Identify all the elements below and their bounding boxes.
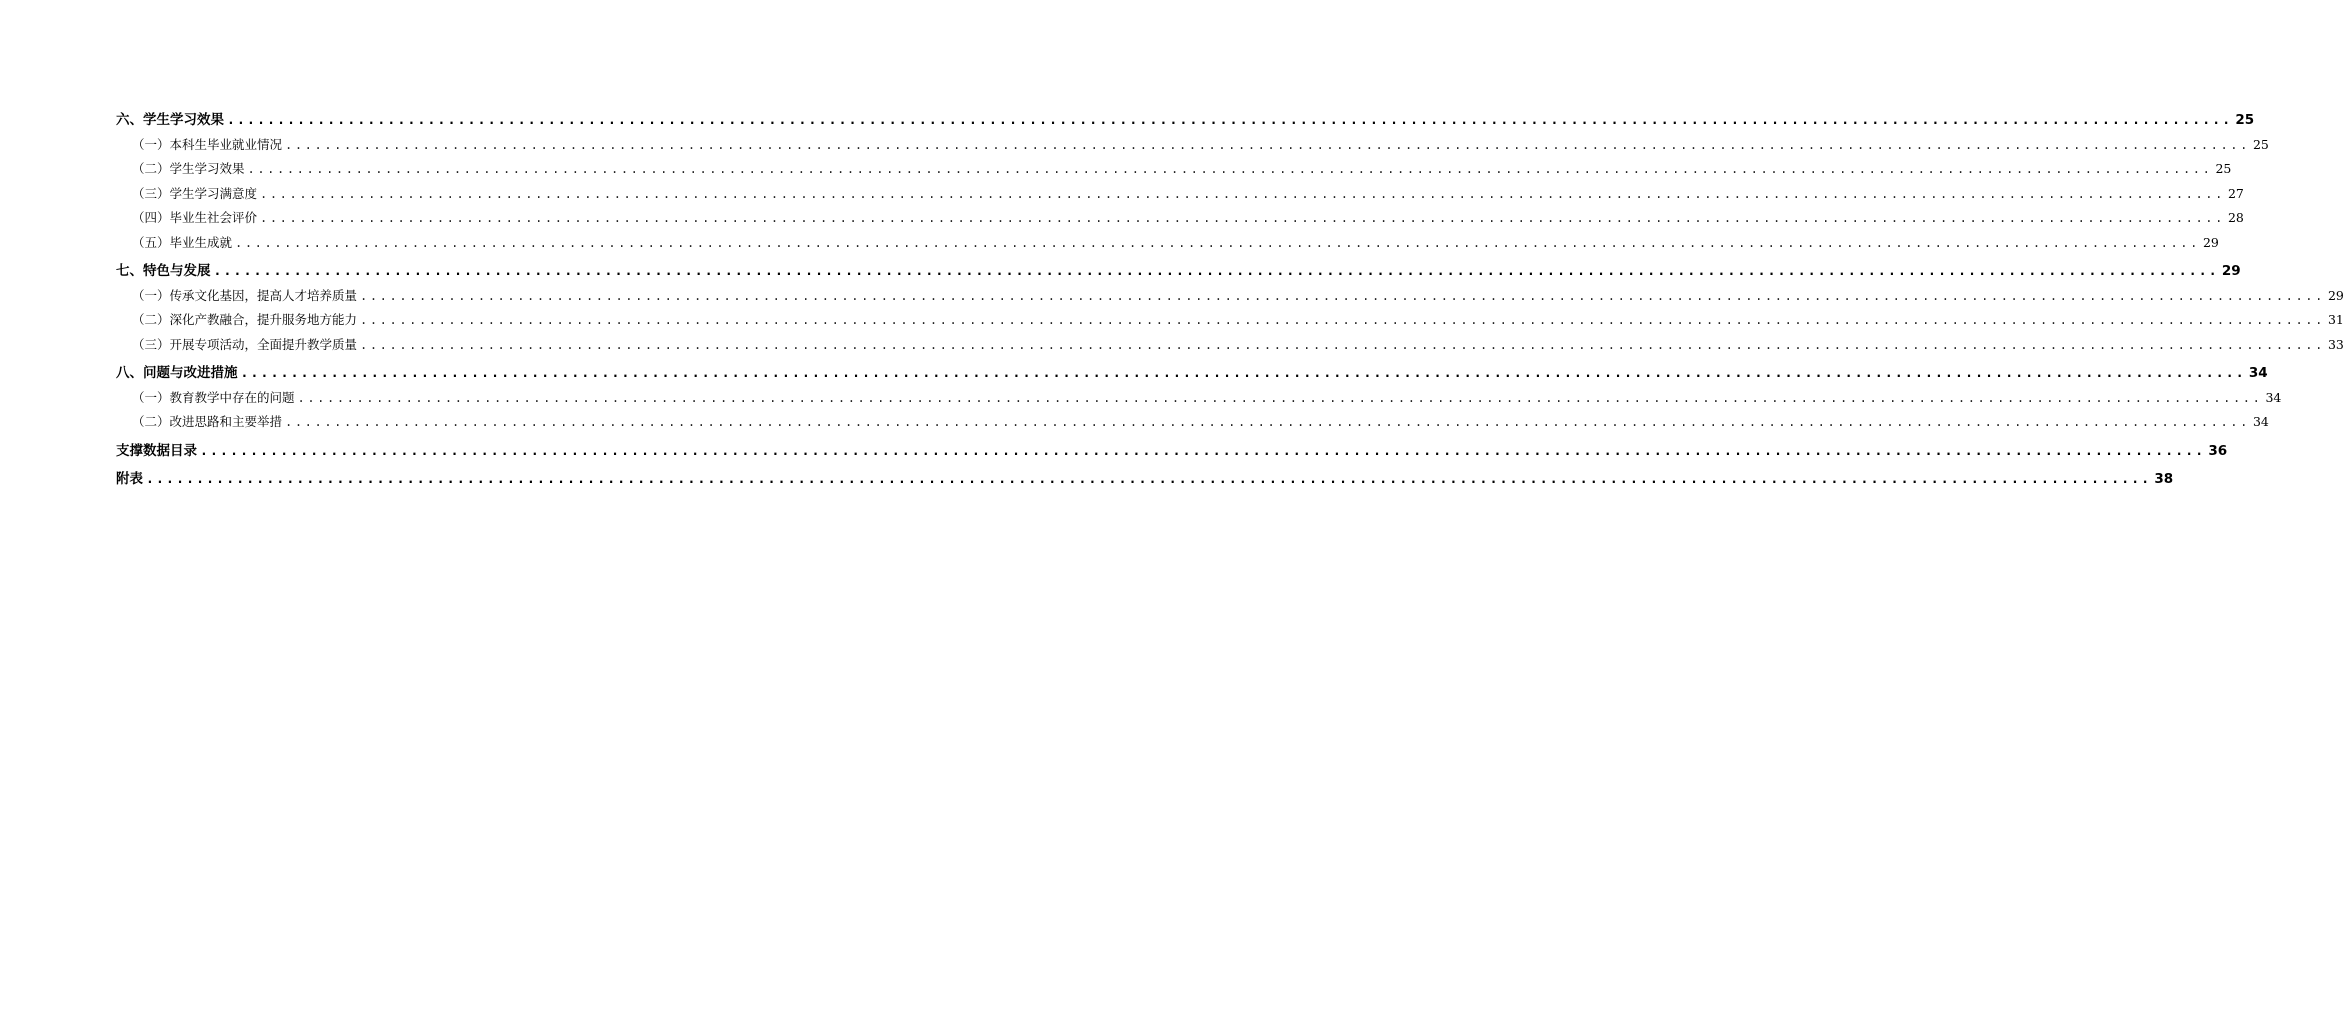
- toc-entry-title: （一）教育教学中存在的问题: [132, 389, 295, 405]
- toc-entry-section-6[interactable]: [116, 108, 2255, 133]
- dot-leader: ........................................................................................................................................................................................................: [146, 472, 2152, 487]
- toc-entry-data-catalog[interactable]: [116, 439, 2228, 464]
- toc-entry[interactable]: [116, 206, 2244, 231]
- toc-entry-page: 36: [2208, 442, 2228, 459]
- toc-entry-page: 38: [2154, 471, 2174, 487]
- toc-entry[interactable]: [116, 410, 2269, 435]
- toc-entry-page: 25: [2215, 161, 2232, 176]
- toc-entry-title: （二）深化产教融合，提升服务地方能力: [132, 312, 358, 327]
- dot-leader: ........................................................................................................................................................................................................: [227, 113, 2233, 128]
- toc-entry-page: 34: [2265, 389, 2282, 405]
- toc-entry-page: 29: [2202, 234, 2219, 250]
- toc-entry-page: 29: [2221, 263, 2241, 279]
- toc-entry-title: （二）学生学习效果: [132, 161, 245, 176]
- toc-entry-page: 31: [2327, 312, 2344, 327]
- toc-entry-title: （三）开展专项活动，全面提升教学质量: [132, 336, 358, 352]
- dot-leader: ........................................................................................................................................................................................................: [360, 337, 2325, 352]
- toc-entry[interactable]: [116, 157, 2232, 182]
- toc-entry-section-7[interactable]: [116, 259, 2241, 284]
- toc-entry[interactable]: [116, 284, 2344, 309]
- toc-entry-page: 28: [2227, 210, 2244, 225]
- toc-entry-title: （三）学生学习满意度: [132, 185, 258, 201]
- toc-entry-title: （二）改进思路和主要举措: [132, 414, 283, 429]
- toc-entry-title: 支撑数据目录: [116, 442, 197, 459]
- toc-entry-page: 29: [2327, 287, 2344, 303]
- dot-leader: ........................................................................................................................................................................................................: [247, 162, 2213, 176]
- toc-entry-title: 六、学生学习效果: [116, 112, 224, 128]
- dot-leader: ........................................................................................................................................................................................................: [297, 390, 2263, 405]
- toc-entry[interactable]: [116, 182, 2244, 207]
- table-of-contents: [116, 108, 2344, 492]
- toc-entry[interactable]: [116, 231, 2219, 256]
- dot-leader: ........................................................................................................................................................................................................: [235, 235, 2200, 250]
- toc-entry-title: （四）毕业生社会评价: [132, 210, 258, 225]
- dot-leader: ........................................................................................................................................................................................................: [360, 288, 2325, 303]
- toc-entry[interactable]: [116, 308, 2344, 333]
- dot-leader: ........................................................................................................................................................................................................: [200, 443, 2206, 459]
- toc-entry-appendix[interactable]: [116, 467, 2174, 492]
- dot-leader: ........................................................................................................................................................................................................: [285, 415, 2250, 429]
- toc-entry-page: 25: [2235, 112, 2255, 128]
- toc-entry-page: 34: [2252, 414, 2269, 429]
- toc-entry-section-8[interactable]: [116, 361, 2268, 386]
- toc-entry-title: （一）传承文化基因，提高人才培养质量: [132, 287, 358, 303]
- dot-leader: ........................................................................................................................................................................................................: [360, 313, 2325, 327]
- dot-leader: ........................................................................................................................................................................................................: [260, 186, 2225, 201]
- toc-entry-page: 34: [2248, 365, 2268, 381]
- toc-entry-title: （五）毕业生成就: [132, 234, 233, 250]
- toc-entry-page: 33: [2327, 336, 2344, 352]
- toc-entry-title: （一）本科生毕业就业情况: [132, 136, 283, 152]
- toc-entry-page: 27: [2227, 185, 2244, 201]
- toc-entry[interactable]: [116, 133, 2269, 158]
- dot-leader: ........................................................................................................................................................................................................: [285, 137, 2250, 152]
- toc-entry-title: 八、问题与改进措施: [116, 365, 238, 381]
- toc-entry-title: 附表: [116, 471, 143, 487]
- toc-entry[interactable]: [116, 333, 2344, 358]
- dot-leader: ........................................................................................................................................................................................................: [213, 264, 2219, 279]
- dot-leader: ........................................................................................................................................................................................................: [260, 211, 2225, 225]
- toc-entry[interactable]: [116, 386, 2282, 411]
- toc-entry-page: 25: [2252, 136, 2269, 152]
- toc-entry-title: 七、特色与发展: [116, 263, 211, 279]
- dot-leader: ........................................................................................................................................................................................................: [240, 366, 2246, 381]
